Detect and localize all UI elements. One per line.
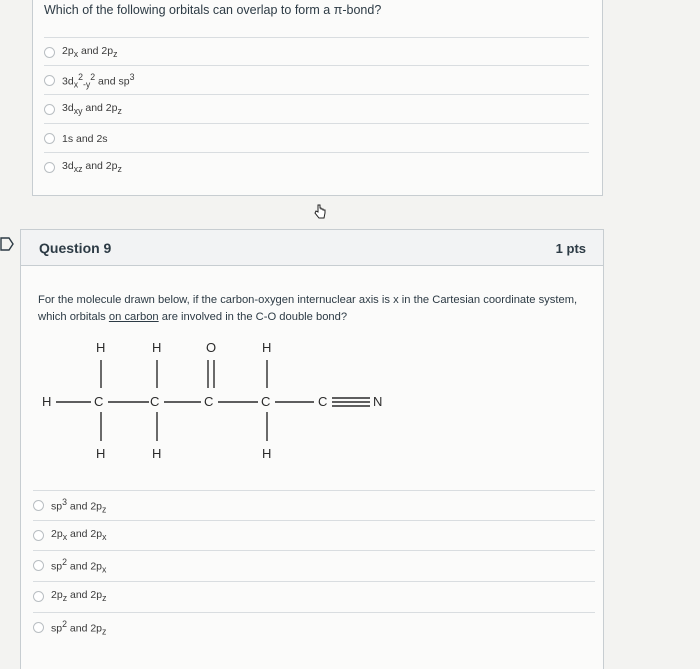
atom-h-left: H [42,394,52,409]
q8-answer-4[interactable] [44,123,589,153]
atom-h-top-1: H [96,340,106,355]
atom-c-2: C [150,394,160,409]
radio-button[interactable] [33,560,44,571]
q8-answer-2[interactable] [44,65,589,95]
q9-answer-1[interactable] [33,490,595,520]
atom-n: N [373,394,383,409]
answer-label: $sp^2$ and $2p_x$ [51,556,107,575]
answer-label: $2p_x$ and $2p_x$ [51,528,107,543]
question-8-card [32,0,603,196]
atom-c-5: C [318,394,328,409]
question-9-prompt: For the molecule drawn below, if the carbon-oxygen internuclear axis is x in the Cartesian coordinate system, which orbitals on carbon are involved in the C-O double bond? [38,294,578,323]
radio-button[interactable] [44,133,55,144]
answer-label: $3d_{xy}$ and $2p_z$ [62,102,122,117]
q9-answer-3[interactable] [33,550,595,580]
atom-h-bottom-3: H [262,446,272,461]
answer-label: $sp^3$ and $2p_z$ [51,496,107,515]
atom-c-4: C [261,394,271,409]
radio-button[interactable] [33,530,44,541]
answer-label: $3d_x^2_{-y}^2$ and $sp^3$ [62,71,135,90]
answer-label: $2p_z$ and $2p_z$ [51,589,107,604]
atom-h-bottom-2: H [152,446,162,461]
radio-button[interactable] [33,591,44,602]
flag-icon[interactable] [0,236,14,252]
hand-pointer-icon [313,204,327,220]
atom-c-3: C [204,394,214,409]
radio-button[interactable] [44,162,55,173]
radio-button[interactable] [33,622,44,633]
answer-label: $3d_{xz}$ and $2p_z$ [62,160,122,175]
q9-answer-4[interactable] [33,581,595,611]
radio-button[interactable] [44,47,55,58]
radio-button[interactable] [33,500,44,511]
q8-answer-3[interactable] [44,94,589,124]
q9-answer-5[interactable] [33,612,595,642]
atom-c-1: C [94,394,104,409]
q8-answer-1[interactable] [44,37,589,67]
molecule-structure [36,338,416,468]
answer-label: 1s and 2s [62,132,108,145]
question-8-prompt: Which of the following orbitals can overlap to form a π-bond? [44,3,382,17]
question-header [21,230,603,266]
atom-h-bottom-1: H [96,446,106,461]
atom-h-top-3: H [262,340,272,355]
answer-label: $2p_x$ and $2p_z$ [62,45,118,60]
question-title: Question 9 [39,240,112,256]
question-points: 1 pts [555,241,586,256]
atom-o-top: O [206,340,217,355]
radio-button[interactable] [44,75,55,86]
q9-answer-2[interactable] [33,520,595,550]
question-9-card [20,229,604,669]
radio-button[interactable] [44,104,55,115]
q8-answer-5[interactable] [44,152,589,182]
answer-label: $sp^2$ and $2p_z$ [51,618,107,637]
atom-h-top-2: H [152,340,162,355]
